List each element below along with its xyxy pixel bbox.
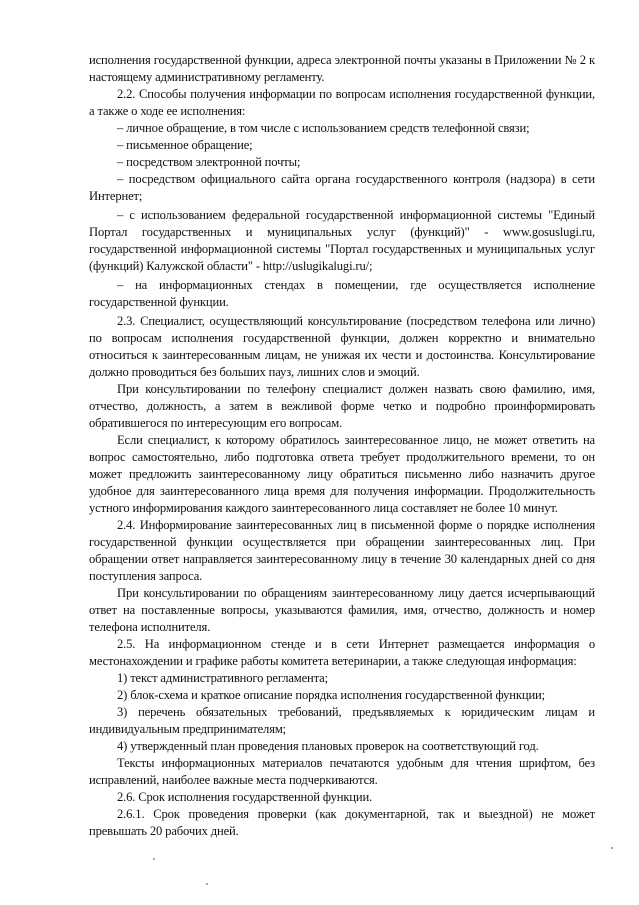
- paragraph-2-3: 2.3. Специалист, осуществляющий консультирование (посредством телефона или лично) по вопросам исполнения государственной функции, должен корректно и внимательно относиться к заинтересованным лицам, не унижая их чести и достоинства. Консультирование должно проводиться без больших пауз, лишних слов и эмоций.: [89, 314, 595, 379]
- paragraph-2-2: 2.2. Способы получения информации по вопросам исполнения государственной функции, а также о ходе ее исполнения:: [89, 87, 595, 118]
- list-item-inspection-plan: 4) утвержденный план проведения плановых проверок на соответствующий год.: [117, 739, 539, 753]
- paragraph-specialist-unable: Если специалист, к которому обратилось заинтересованное лицо, не может ответить на вопрос самостоятельно, либо подготовка ответа требует продолжительного времени, то он может предложить заинтересованному лицу обратиться письменно либо назначить другое удобное для заинтересованного лица время для получения информации. Продолжительность устного информирования каждого заинтересованного лица составляет не более 10 минут.: [89, 433, 595, 515]
- list-item-info-stands: – на информационных стендах в помещении, где осуществляется исполнение государственной функции.: [89, 278, 595, 309]
- scan-speck: [611, 847, 613, 849]
- paragraph-consulting-answer: При консультировании по обращениям заинтересованному лицу дается исчерпывающий ответ на поставленные вопросы, указываются фамилия, имя, отчество, должность и номер телефона исполнителя.: [89, 586, 595, 634]
- scan-speck: [206, 883, 208, 885]
- document-page: [89, 52, 595, 840]
- paragraph-2-5: 2.5. На информационном стенде и в сети Интернет размещается информация о местонахождении и графике работы комитета ветеринарии, а также следующая информация:: [89, 637, 595, 668]
- paragraph-info-materials: Тексты информационных материалов печатаются удобным для чтения шрифтом, без исправлений, наиболее важные места подчеркиваются.: [89, 756, 595, 787]
- list-item-personal-appeal: – личное обращение, в том числе с использованием средств телефонной связи;: [117, 121, 530, 135]
- paragraph-2-6: 2.6. Срок исполнения государственной функции.: [117, 790, 373, 804]
- paragraph-phone-consulting: При консультировании по телефону специалист должен назвать свою фамилию, имя, отчество, должность, а затем в вежливой форме четко и подробно проинформировать обратившегося по интересующим его вопросам.: [89, 382, 595, 430]
- list-item-gosuslugi-portal: – с использованием федеральной государственной информационной системы "Единый Портал государственных и муниципальных услуг (функций)" - www.gosuslugi.ru, государственной информационной системы "Портал государственных и муниципальных услуг (функций) Калужской области" - http://uslugikalugi.ru/;: [89, 208, 595, 273]
- paragraph-2-6-1: 2.6.1. Срок проведения проверки (как документарной, так и выездной) не может превышать 20 рабочих дней.: [89, 807, 595, 838]
- scan-speck: [153, 858, 155, 860]
- list-item-email: – посредством электронной почты;: [117, 155, 301, 169]
- list-item-regulation-text: 1) текст административного регламента;: [117, 671, 328, 685]
- paragraph-contact-continuation: исполнения государственной функции, адреса электронной почты указаны в Приложении № 2 к настоящему административному регламенту.: [89, 53, 595, 84]
- list-item-flowchart: 2) блок-схема и краткое описание порядка исполнения государственной функции;: [117, 688, 545, 702]
- paragraph-2-4: 2.4. Информирование заинтересованных лиц в письменной форме о порядке исполнения государственной функции осуществляется при обращении заинтересованных лиц. При обращении ответ направляется заинтересованному лицу в течение 30 календарных дней со дня поступления запроса.: [89, 518, 595, 583]
- list-item-requirements: 3) перечень обязательных требований, предъявляемых к юридическим лицам и индивидуальным предпринимателям;: [89, 705, 595, 736]
- list-item-official-site: – посредством официального сайта органа государственного контроля (надзора) в сети Интернет;: [89, 172, 595, 203]
- list-item-written-appeal: – письменное обращение;: [117, 138, 253, 152]
